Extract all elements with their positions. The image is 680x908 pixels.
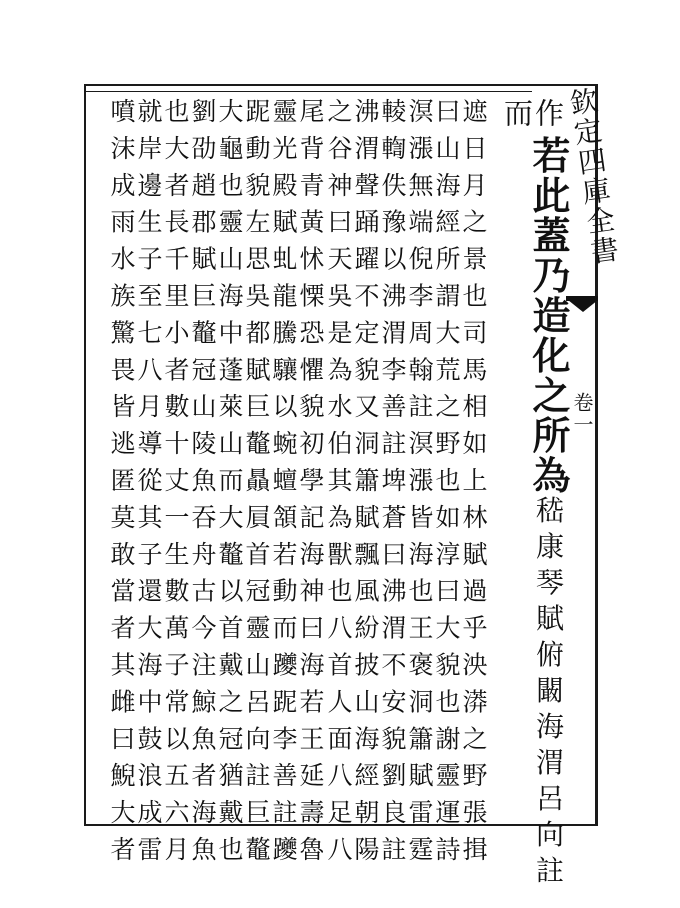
text-column: 溟漲無端倪李周翰註溟漲皆海也王褒洞簫賦雷霆	[405, 98, 434, 873]
text-column: 尾背青黃怵慄恐懼貌初學記海神曰海若王延壽魯	[296, 98, 325, 873]
text-column-main	[526, 98, 571, 892]
main-text-pre: 作	[531, 98, 565, 136]
text-column: 之谷神曰天吳是為水伯其為獸也八首人面八足八	[324, 98, 353, 873]
annotation-text: 嵇康琴賦俯闞海渭呂向註	[532, 495, 565, 892]
text-column: 也大者長千里小者數十丈一生數萬子常以五六月	[161, 98, 190, 873]
text-column: 曰山海經所謂大荒之野也如淳曰大貌也謝靈運詩	[432, 98, 461, 873]
main-text-large-end: 為	[526, 455, 571, 496]
main-text-pre: 而	[500, 98, 534, 136]
text-column: 靈光殿賦虬龍騰驤以蜿蟺頷若動而躨跜李善註躨	[269, 98, 298, 873]
text-column-main-left	[500, 98, 534, 816]
juan-label: 卷一	[570, 392, 594, 436]
margin-title: 欽定四庫全書	[563, 85, 622, 268]
text-column: 噴沫成雨水族驚畏皆逃匿莫敢當者其雌曰鯢大者	[107, 98, 136, 873]
text-column: 就岸邊生子至七八月導從其子還大海中鼓浪成雷	[134, 98, 163, 873]
text-column: 劉劭趙郡賦巨鼇冠山陵魚吞舟古今注鯨魚者海魚	[188, 98, 217, 873]
text-column: 遮日月之景也司馬相如上林賦過乎泱漭之野張揖	[459, 98, 488, 873]
fish-tail-mark	[568, 300, 598, 312]
main-text-large: 若此蓋乃造化之所	[526, 135, 571, 456]
frame-top-rule	[86, 91, 532, 92]
text-column: 跜動貌左思吳都賦巨鼇贔屓首冠靈山呂向註巨鼇	[242, 98, 271, 873]
text-column: 沸渭聲踊躍不定貌又洞簫賦飄風紛披山海經朝陽	[351, 98, 380, 873]
text-column: 大龜也靈山海中蓬萊山而大鼇以首戴之冠猶戴也	[215, 98, 244, 873]
text-column: 輘輷佚豫以沸渭李善註埤蒼曰沸渭不安貌劉良註	[378, 98, 407, 873]
